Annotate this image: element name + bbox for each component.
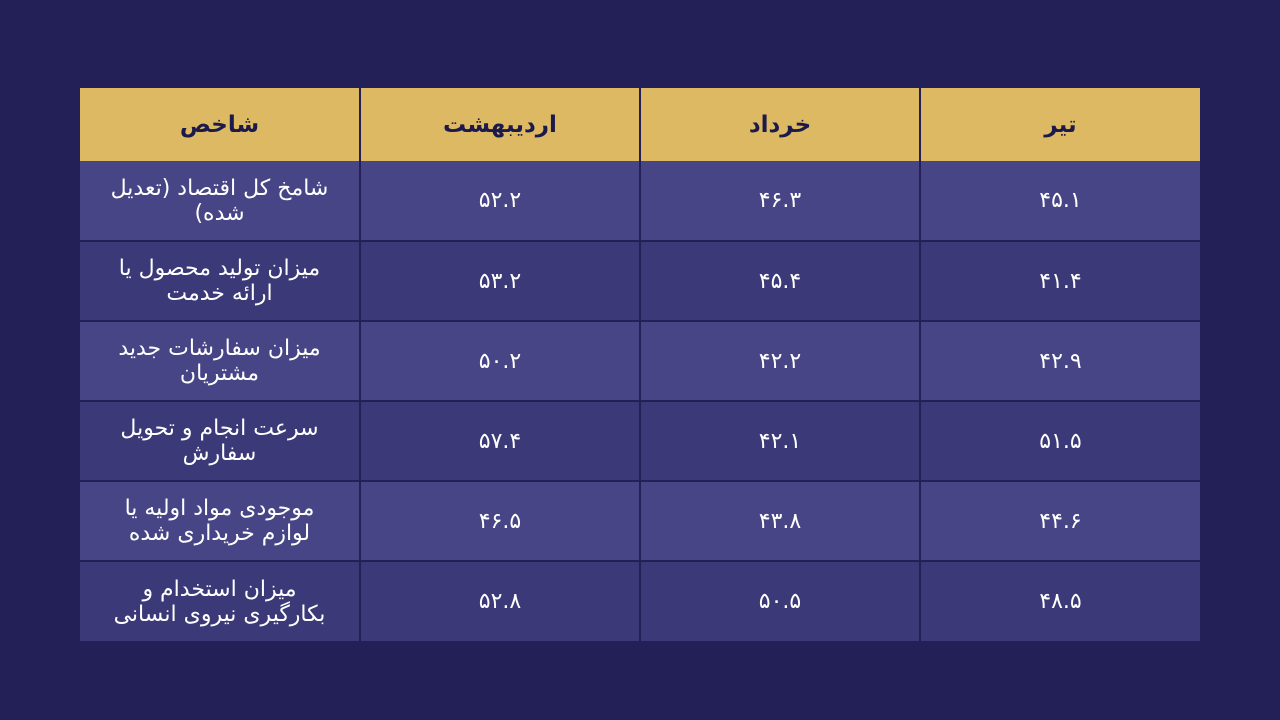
column-header-tir: تیر (920, 88, 1200, 161)
cell-ordibehesht: ۵۰.۲ (360, 321, 640, 401)
cell-indicator: میزان استخدام و بکارگیری نیروی انسانی (80, 561, 360, 641)
table-header (80, 88, 1200, 161)
cell-ordibehesht: ۴۶.۵ (360, 481, 640, 561)
table-row (80, 161, 1200, 241)
cell-ordibehesht: ۵۲.۲ (360, 161, 640, 241)
cell-indicator: سرعت انجام و تحویل سفارش (80, 401, 360, 481)
indicator-table-container (80, 88, 1200, 641)
indicator-table (80, 88, 1200, 641)
cell-tir: ۴۵.۱ (920, 161, 1200, 241)
table-row (80, 241, 1200, 321)
cell-khordad: ۴۲.۲ (640, 321, 920, 401)
cell-tir: ۴۱.۴ (920, 241, 1200, 321)
cell-tir: ۵۱.۵ (920, 401, 1200, 481)
cell-khordad: ۴۶.۳ (640, 161, 920, 241)
cell-tir: ۴۲.۹ (920, 321, 1200, 401)
table-header-row (80, 88, 1200, 161)
cell-tir: ۴۸.۵ (920, 561, 1200, 641)
column-header-ordibehesht: اردیبهشت (360, 88, 640, 161)
cell-tir: ۴۴.۶ (920, 481, 1200, 561)
cell-khordad: ۴۵.۴ (640, 241, 920, 321)
table-row (80, 401, 1200, 481)
cell-khordad: ۴۲.۱ (640, 401, 920, 481)
cell-indicator: شامخ کل اقتصاد (تعدیل شده) (80, 161, 360, 241)
column-header-indicator: شاخص (80, 88, 360, 161)
cell-ordibehesht: ۵۲.۸ (360, 561, 640, 641)
cell-indicator: میزان تولید محصول یا ارائه خدمت (80, 241, 360, 321)
cell-ordibehesht: ۵۷.۴ (360, 401, 640, 481)
cell-khordad: ۵۰.۵ (640, 561, 920, 641)
table-row (80, 321, 1200, 401)
column-header-khordad: خرداد (640, 88, 920, 161)
table-row (80, 561, 1200, 641)
table-row (80, 481, 1200, 561)
cell-ordibehesht: ۵۳.۲ (360, 241, 640, 321)
cell-indicator: موجودی مواد اولیه یا لوازم خریداری شده (80, 481, 360, 561)
table-body (80, 161, 1200, 641)
cell-khordad: ۴۳.۸ (640, 481, 920, 561)
cell-indicator: میزان سفارشات جدید مشتریان (80, 321, 360, 401)
